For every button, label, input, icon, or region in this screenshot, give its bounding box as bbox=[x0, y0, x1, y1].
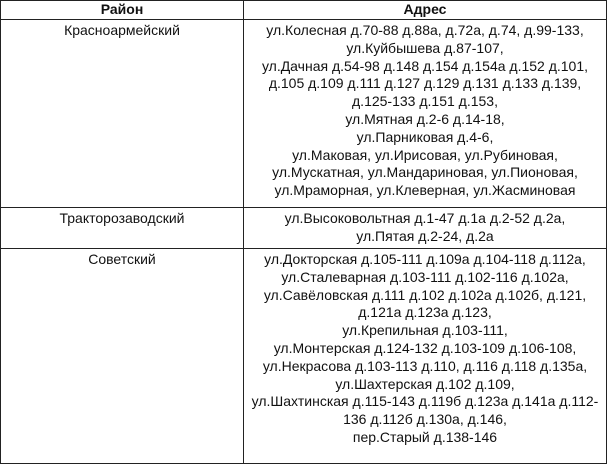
header-district: Район bbox=[1, 1, 244, 20]
district-cell: Красноармейский bbox=[1, 20, 244, 208]
address-line: ул.Мраморная, ул.Клеверная, ул.Жасминовая bbox=[274, 182, 576, 199]
table-row bbox=[1, 208, 607, 249]
address-line: д.121а д.123а д.123, bbox=[358, 304, 492, 321]
address-line: ул.Некрасова д.103-113 д.110, д.116 д.118 д.135а, bbox=[262, 357, 588, 374]
address-line: ул.Докторская д.105-111 д.109а д.104-118 д.112а, bbox=[264, 251, 586, 267]
address-line: ул.Куйбышева д.87-107, bbox=[346, 39, 504, 56]
address-line: ул.Шахтинская д.115-143 д.119б д.123а д.141а д.112- bbox=[251, 393, 599, 410]
table-header-row bbox=[1, 1, 607, 20]
address-line: ул.Колесная д.70-88 д.88а, д.72а, д.74, д.99-133, bbox=[266, 22, 584, 38]
address-line: пер.Старый д.138-146 bbox=[352, 428, 498, 445]
district-cell: Советский bbox=[1, 249, 244, 464]
address-line: ул.Пятая д.2-24, д.2а bbox=[356, 227, 494, 244]
address-line: ул.Крепильная д.103-111, bbox=[342, 322, 508, 339]
address-line: д.125-133 д.151 д.153, bbox=[352, 93, 498, 110]
address-line: 136 д.112б д.130а, д.146, bbox=[343, 411, 507, 428]
address-line: ул.Парниковая д.4-6, bbox=[356, 128, 494, 145]
address-line: ул.Маковая, ул.Ирисовая, ул.Рубиновая, bbox=[292, 146, 558, 163]
address-cell bbox=[244, 208, 607, 249]
address-line: ул.Дачная д.54-98 д.148 д.154 д.154а д.152 д.101, bbox=[261, 57, 589, 74]
address-cell bbox=[244, 20, 607, 208]
address-line: ул.Сталеварная д.103-111 д.102-116 д.102а, bbox=[281, 268, 569, 285]
address-line: д.105 д.109 д.111 д.127 д.129 д.131 д.133 д.139, bbox=[268, 75, 582, 92]
table-row bbox=[1, 20, 607, 208]
table-row bbox=[1, 249, 607, 464]
header-address: Адрес bbox=[244, 1, 607, 20]
address-line: ул.Мятная д.2-6 д.14-18, bbox=[345, 110, 505, 127]
district-cell: Тракторозаводский bbox=[1, 208, 244, 249]
address-line: ул.Высоковольтная д.1-47 д.1а д.2-52 д.2а, bbox=[284, 210, 566, 226]
address-line: ул.Мускатная, ул.Мандариновая, ул.Пионовая, bbox=[272, 164, 578, 181]
address-cell bbox=[244, 249, 607, 464]
address-line: ул.Шахтерская д.102 д.109, bbox=[335, 375, 515, 392]
address-line: ул.Савёловская д.111 д.102 д.102а д.102б, д.121, bbox=[263, 286, 587, 303]
address-line: ул.Монтерская д.124-132 д.103-109 д.106-108, bbox=[273, 339, 577, 356]
